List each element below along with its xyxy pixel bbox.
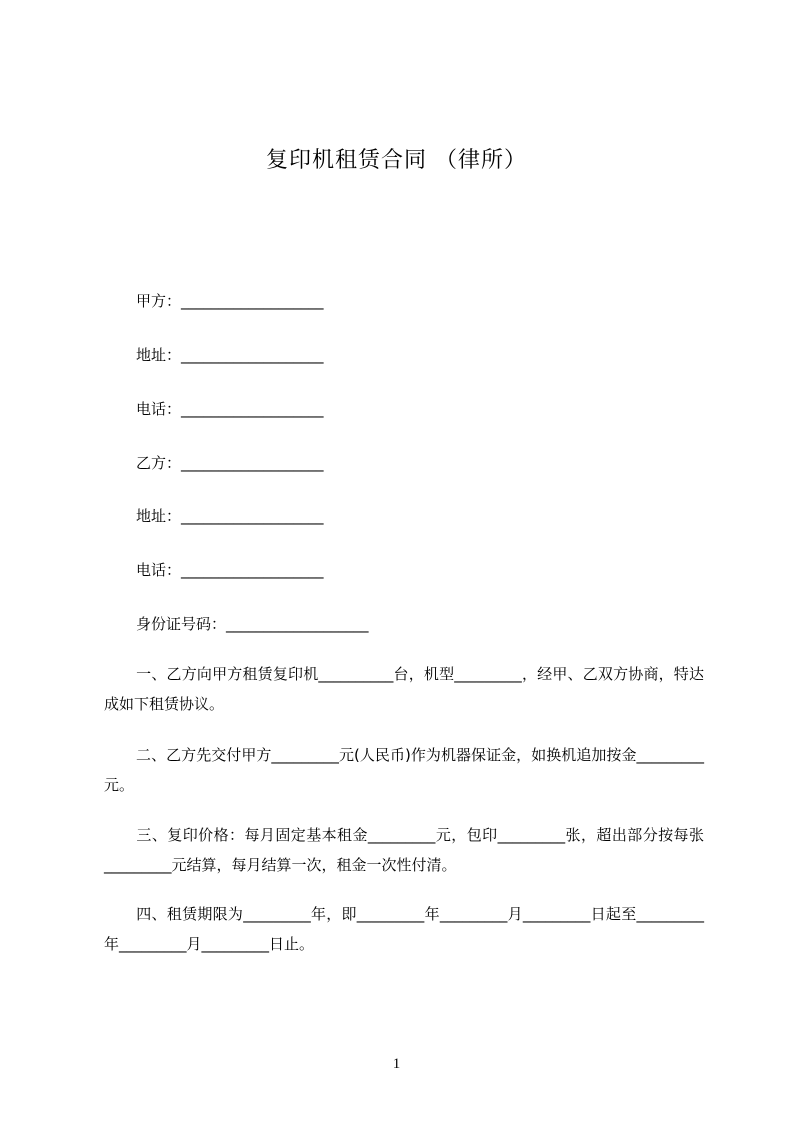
clause-2-text: 二、乙方先交付甲方_________元(人民币)作为机器保证金，如换机追加按金_________元。 — [104, 746, 704, 794]
page-number: 1 — [392, 1056, 401, 1072]
clause-3 — [104, 820, 704, 880]
party-b-phone-field: 电话：___________________ — [136, 561, 324, 579]
party-b-field: 乙方：___________________ — [136, 454, 324, 472]
document-title: 复印机租赁合同 （律所） — [266, 148, 527, 173]
clause-1 — [104, 659, 704, 719]
clause-4 — [104, 899, 704, 959]
party-b-address-field: 地址：___________________ — [136, 507, 324, 525]
clause-2 — [104, 740, 704, 800]
clause-1-text: 一、乙方向甲方租赁复印机__________台，机型_________，经甲、乙双方协商，特达成如下租赁协议。 — [104, 665, 704, 713]
clause-4-text: 四、租赁期限为_________年，即_________年_________月_________日起至_________年_________月_________日止。 — [104, 905, 704, 953]
id-number-field: 身份证号码：___________________ — [136, 615, 369, 633]
party-a-phone-field: 电话：___________________ — [136, 400, 324, 418]
clause-3-text: 三、复印价格：每月固定基本租金_________元，包印_________张，超出部分按每张_________元结算，每月结算一次，租金一次性付清。 — [104, 826, 704, 874]
party-a-address-field: 地址：___________________ — [136, 346, 324, 364]
party-a-field: 甲方：___________________ — [136, 292, 324, 310]
